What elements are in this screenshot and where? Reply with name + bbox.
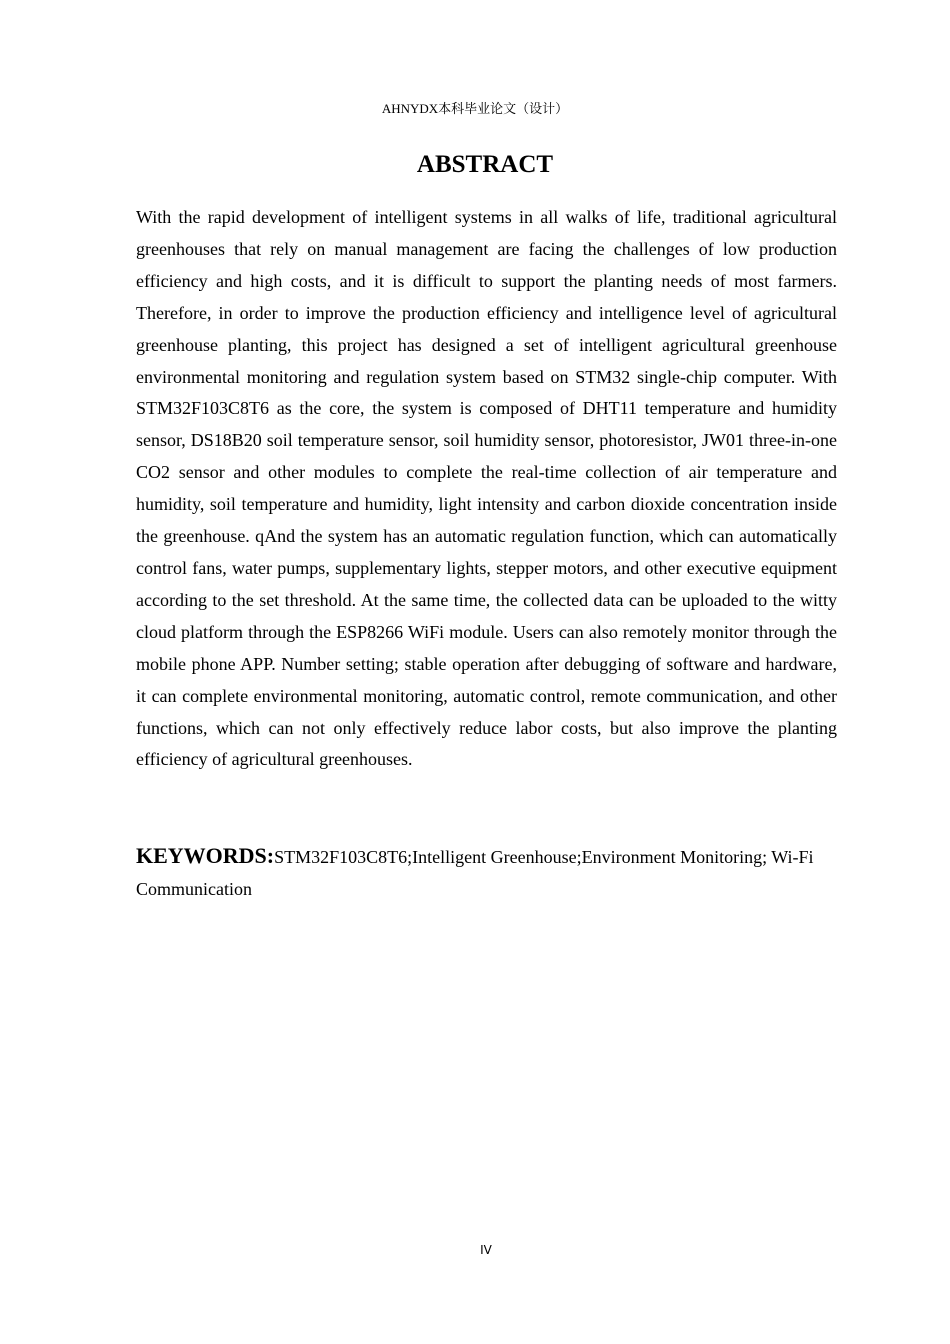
keywords-paragraph (136, 840, 837, 906)
abstract-body: With the rapid development of intelligent systems in all walks of life, traditional agricultural greenhouses that rely on manual management are facing the challenges of low production efficiency and high costs, and it is difficult to support the planting needs of most farmers. Therefore, in order to improve the production efficiency and intelligence level of agricultural greenhouse planting, this project has designed a set of intelligent agricultural greenhouse environmental monitoring and regulation system based on STM32 single-chip computer. With STM32F103C8T6 as the core, the system is composed of DHT11 temperature and humidity sensor, DS18B20 soil temperature sensor, soil humidity sensor, photoresistor, JW01 three-in-one CO2 sensor and other modules to complete the real-time collection of air temperature and humidity, soil temperature and humidity, light intensity and carbon dioxide concentration inside the greenhouse. qAnd the system has an automatic regulation function, which can automatically control fans, water pumps, supplementary lights, stepper motors, and other executive equipment according to the set threshold. At the same time, the collected data can be uploaded to the witty cloud platform through the ESP8266 WiFi module. Users can also remotely monitor through the mobile phone APP. Number setting; stable operation after debugging of software and hardware, it can complete environmental monitoring, automatic control, remote communication, and other functions, which can not only effectively reduce labor costs, but also improve the planting efficiency of agricultural greenhouses. (136, 207, 837, 770)
page-number: IV (480, 1243, 492, 1257)
running-header: AHNYDX本科毕业论文（设计） (381, 101, 569, 116)
keywords-text: STM32F103C8T6;Intelligent Greenhouse;Environment Monitoring; Wi-Fi Communication (136, 847, 814, 899)
keywords-label: KEYWORDS: (136, 843, 275, 868)
abstract-title: ABSTRACT (416, 151, 554, 178)
